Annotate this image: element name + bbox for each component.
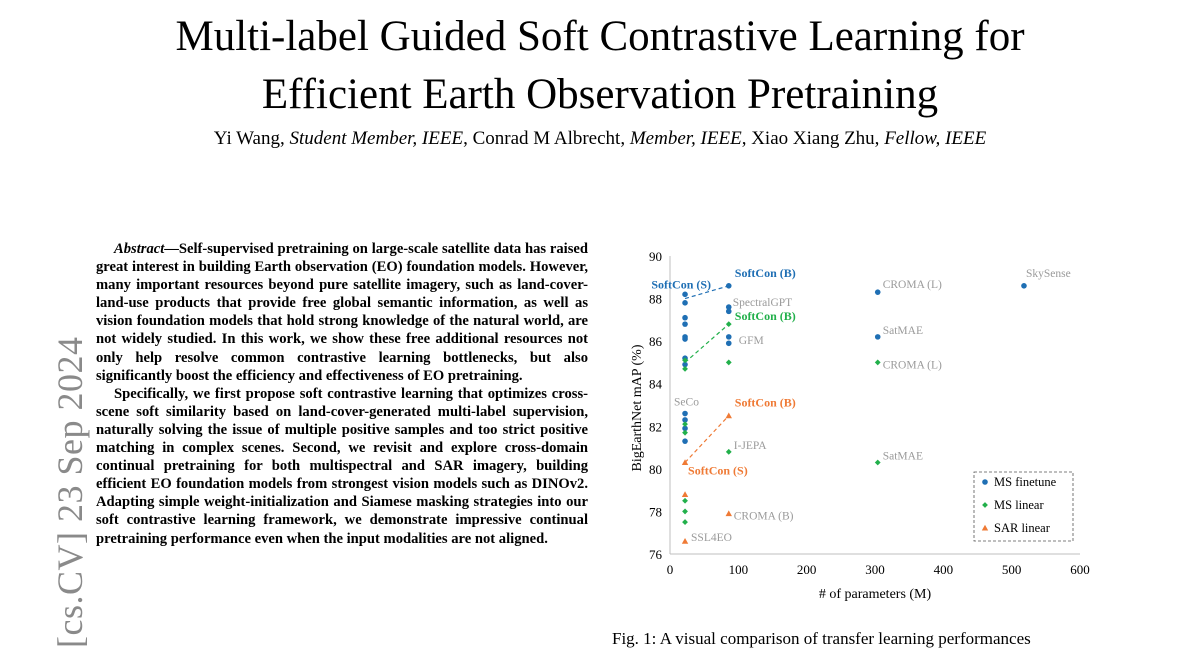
ms-finetune-point bbox=[682, 336, 688, 342]
ms-finetune-point bbox=[682, 438, 688, 444]
abstract-paragraph-2: Specifically, we first propose soft contrastive learning that optimizes cross-scene soft similarity based on land-cover-generated multi-label supervision, naturally solving the issue of multiple positive samples and too strict positive matching in complex scenes. Second, we revisit and explore cross-domain continual pretraining for both multispectral and SAR imagery, building efficient EO foundation models from strongest vision models such as DINOv2. Adapting simple weight-initialization and Siamese masking strategies into our soft contrastive learning framework, we demonstrate impressive continual pretraining performance even when the input modalities are not aligned. bbox=[96, 385, 588, 547]
author-separator: , bbox=[741, 128, 752, 149]
y-tick-label: 82 bbox=[649, 419, 662, 435]
ms-linear-point bbox=[682, 498, 688, 504]
sar-linear-point bbox=[726, 510, 732, 516]
author-name: Yi Wang, bbox=[213, 128, 290, 149]
x-tick-label: 200 bbox=[796, 562, 817, 577]
point-annotation: GFM bbox=[738, 335, 764, 348]
connector-lines bbox=[685, 286, 729, 463]
ms-linear-point bbox=[875, 360, 881, 366]
point-annotation: SoftCon (S) bbox=[688, 463, 748, 478]
legend-label: SAR linear bbox=[994, 521, 1050, 535]
point-annotation: SatMAE bbox=[882, 324, 923, 337]
figure-1 bbox=[612, 240, 1200, 648]
y-tick-label: 90 bbox=[649, 249, 662, 264]
ms-finetune-point bbox=[875, 289, 881, 295]
legend-marker bbox=[982, 479, 988, 485]
point-annotation: SpectralGPT bbox=[732, 297, 793, 310]
abstract-lead: Abstract bbox=[114, 241, 165, 257]
point-annotation: SoftCon (S) bbox=[651, 277, 712, 292]
title-line-1: Multi-label Guided Soft Contrastive Learning for bbox=[175, 13, 1025, 60]
sar-linear-point bbox=[726, 412, 732, 418]
x-tick-label: 400 bbox=[933, 562, 954, 577]
ms-linear-point bbox=[682, 366, 688, 372]
ms-finetune-point bbox=[726, 340, 732, 346]
y-tick-label: 84 bbox=[649, 376, 662, 392]
author-role: Member, IEEE bbox=[629, 128, 742, 149]
ms-linear-point bbox=[726, 360, 732, 366]
y-tick-label: 76 bbox=[649, 547, 662, 562]
sar-linear-point bbox=[682, 538, 688, 544]
y-tick-label: 88 bbox=[649, 291, 662, 307]
ms-linear-point bbox=[682, 509, 688, 515]
title-line-2: Efficient Earth Observation Pretraining bbox=[261, 71, 939, 118]
x-tick-label: 500 bbox=[1001, 562, 1022, 577]
ms-finetune-point bbox=[682, 300, 688, 306]
ms-finetune-point bbox=[682, 315, 688, 321]
x-tick-label: 300 bbox=[865, 562, 885, 577]
abstract bbox=[96, 240, 588, 548]
abstract-text-1: —Self-supervised pretraining on large-scale satellite data has raised great interest in building Earth observation (EO) foundation models. However, many important resources beyond pure satellite imagery, such as land-cover-land-use products that provide free global semantic information, as well as vision foundation models that hold strong knowledge of the natural world, are not widely studied. In this work, we show these free additional resources not only help resolve common contrastive learning bottlenecks, but also significantly boost the efficiency and effectiveness of EO pretraining. bbox=[96, 241, 588, 384]
figure-caption: Fig. 1: A visual comparison of transfer learning performances bbox=[612, 629, 1031, 648]
ms-finetune-point bbox=[726, 283, 732, 289]
point-annotation: CROMA (L) bbox=[882, 359, 942, 372]
ms-linear-point bbox=[726, 321, 732, 327]
author-role: Fellow, IEEE bbox=[884, 128, 987, 149]
ms-linear-point bbox=[875, 460, 881, 466]
ms-finetune-point bbox=[1021, 283, 1027, 289]
y-tick-label: 80 bbox=[649, 461, 662, 477]
ms-linear-point bbox=[682, 421, 688, 427]
y-axis-label: BigEarthNet mAP (%) bbox=[630, 344, 645, 472]
sar-linear-point bbox=[682, 491, 688, 497]
point-annotation: SeCo bbox=[674, 396, 699, 409]
author-separator: , bbox=[463, 128, 473, 149]
point-annotation: SoftCon (B) bbox=[734, 309, 796, 324]
legend bbox=[974, 472, 1073, 541]
point-annotation: SoftCon (B) bbox=[734, 395, 796, 410]
y-tick-label: 78 bbox=[649, 504, 662, 520]
ms-finetune-point bbox=[726, 334, 732, 340]
paper-title bbox=[0, 8, 1200, 124]
ms-linear-point bbox=[682, 519, 688, 525]
legend-label: MS finetune bbox=[994, 475, 1057, 489]
ms-finetune-point bbox=[682, 321, 688, 327]
x-axis-label: # of parameters (M) bbox=[818, 587, 932, 602]
point-annotation: SSL4EO bbox=[691, 532, 732, 545]
x-tick-label: 0 bbox=[666, 562, 674, 577]
author-role: Student Member, IEEE bbox=[289, 128, 464, 149]
point-annotation: I-JEPA bbox=[733, 439, 767, 452]
author-name: Xiao Xiang Zhu, bbox=[751, 128, 885, 149]
abstract-paragraph-1 bbox=[96, 240, 588, 385]
ms-linear-point bbox=[682, 430, 688, 436]
author-list bbox=[0, 127, 1200, 151]
point-annotation: SkySense bbox=[1025, 267, 1071, 280]
y-tick-label: 86 bbox=[649, 334, 662, 350]
ms-linear-point bbox=[726, 449, 732, 455]
ms-finetune-point bbox=[875, 334, 881, 340]
author-name: Conrad M Albrecht, bbox=[472, 128, 630, 149]
connector-line bbox=[685, 416, 729, 463]
ms-finetune-point bbox=[726, 309, 732, 315]
connector-line bbox=[685, 324, 729, 362]
x-tick-label: 600 bbox=[1070, 562, 1090, 577]
point-annotation: SatMAE bbox=[882, 450, 923, 463]
arxiv-stamp: [cs.CV] 23 Sep 2024 bbox=[50, 336, 90, 648]
ms-finetune-point bbox=[682, 292, 688, 298]
legend-label: MS linear bbox=[994, 498, 1044, 512]
point-annotation: CROMA (L) bbox=[882, 279, 942, 292]
scatter-chart bbox=[612, 240, 1200, 620]
point-annotation: SoftCon (B) bbox=[734, 265, 796, 280]
ms-finetune-point bbox=[682, 411, 688, 417]
x-tick-label: 100 bbox=[728, 562, 749, 577]
point-annotation: CROMA (B) bbox=[733, 510, 794, 523]
